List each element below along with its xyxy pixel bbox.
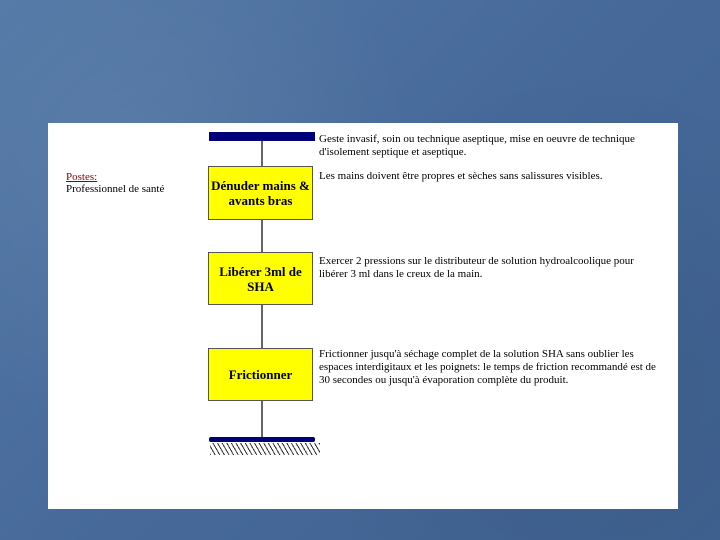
description-geste: Geste invasif, soin ou technique aseptique, mise en oeuvre de technique d'isolement septique et aseptique. (319, 133, 635, 158)
description-friction: Frictionner jusqu'à séchage complet de la solution SHA sans oublier les espaces interdigitaux et les poignets: le temps de friction recommandé est de 30 secondes ou jusqu'à évaporation complète du produit. (319, 348, 656, 386)
step-label-frictionner: Frictionner (228, 367, 293, 382)
step-label-denuder: Dénuder mains & avants bras (211, 178, 310, 208)
slide-panel (48, 123, 678, 509)
step-box-frictionner (208, 348, 313, 401)
description-mains-propres: Les mains doivent être propres et sèches sans salissures visibles. (319, 170, 603, 182)
bottom-bar (209, 437, 315, 442)
top-bar (209, 132, 315, 141)
step-box-denuder (208, 166, 313, 220)
postes-text: Professionnel de santé (66, 183, 165, 195)
postes-title: Postes: (66, 171, 98, 183)
step-box-liberer (208, 252, 313, 305)
step-label-liberer: Libérer 3ml de SHA (219, 263, 302, 294)
ground-hatching (210, 443, 320, 455)
postes-block (66, 171, 164, 195)
description-pressions: Exercer 2 pressions sur le distributeur de solution hydroalcoolique pour libérer 3 ml dans le creux de la main. (319, 255, 634, 280)
